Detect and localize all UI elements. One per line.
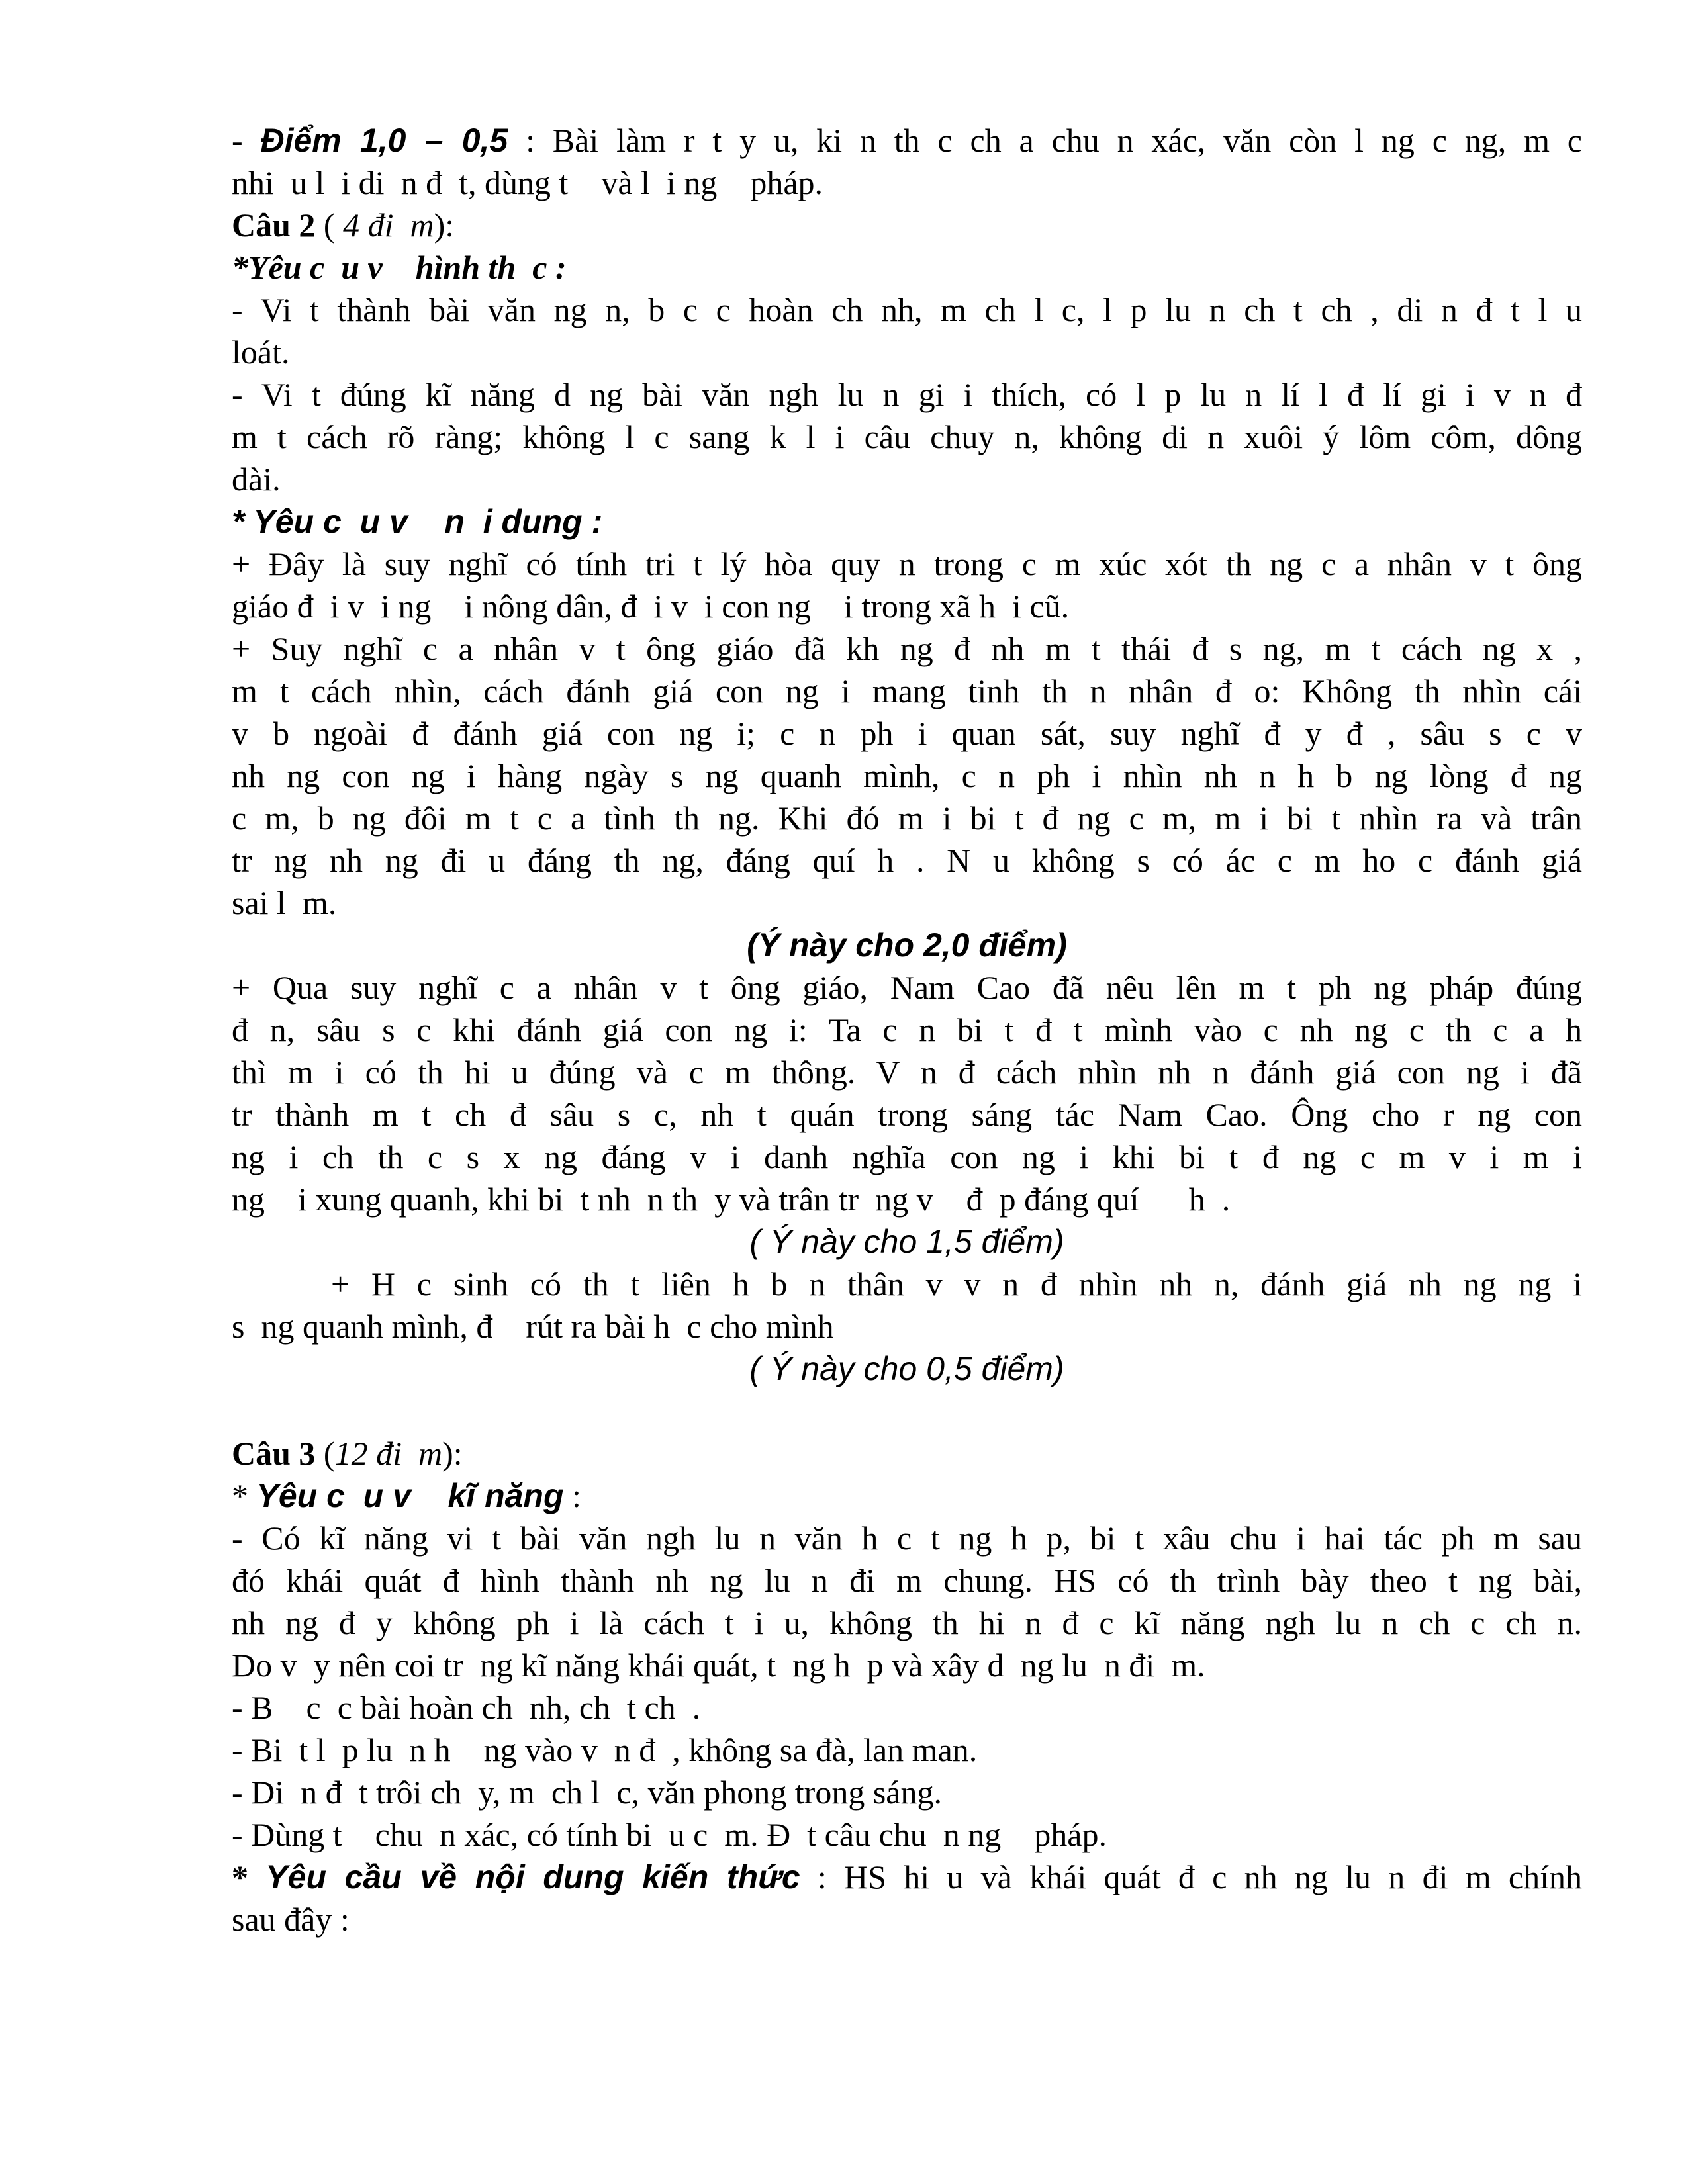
- text-run: đó khái quát đ hình thành nh ng lu n đi m chung. HS có th trình bày theo t ng bài,: [232, 1562, 1582, 1599]
- text-run: dài.: [232, 461, 281, 498]
- text-line: [232, 966, 1582, 1009]
- text-run: - Có kĩ năng vi t bài văn ngh lu n văn h c t ng h p, bi t xâu chu i hai tác ph m sau: [232, 1520, 1582, 1557]
- text-line: [232, 1856, 1582, 1898]
- text-line: [232, 1644, 1582, 1686]
- text-run: sau đây :: [232, 1901, 350, 1938]
- text-run: + H c sinh có th t liên h b n thân v v n đ nhìn nh n, đánh giá nh ng ng i: [331, 1265, 1582, 1302]
- text-run: Do v y nên coi tr ng kĩ năng khái quát, t ng h p và xây d ng lu n đi m.: [232, 1647, 1205, 1684]
- text-run: - Bi t l p lu n h ng vào v n đ , không sa đà, lan man.: [232, 1731, 978, 1768]
- text-line: [232, 289, 1582, 331]
- text-run: nhi u l i di n đ t, dùng t và l i ng pháp.: [232, 164, 823, 201]
- text-line: [232, 331, 1582, 373]
- text-run: : HS hi u và khái quát đ c nh ng lu n đi m chính: [800, 1858, 1582, 1895]
- text-run: (: [315, 1435, 335, 1472]
- text-run: s ng quanh mình, đ rút ra bài h c cho mình: [232, 1308, 834, 1345]
- text-run: *: [232, 1858, 266, 1895]
- text-run: giáo đ i v i ng i nông dân, đ i v i con ng i trong xã h i cũ.: [232, 588, 1070, 625]
- text-run: loát.: [232, 334, 290, 371]
- text-line: [232, 1813, 1582, 1856]
- text-line: [232, 1432, 1582, 1475]
- text-run: nh ng con ng i hàng ngày s ng quanh mình, c n ph i nhìn nh n h b ng lòng đ ng: [232, 757, 1582, 794]
- text-run: tr ng nh ng đi u đáng th ng, đáng quí h . N u không s có ác c m ho c đánh giá: [232, 842, 1582, 879]
- text-line: [232, 1305, 1582, 1347]
- text-line: [232, 797, 1582, 839]
- text-line: [232, 1136, 1582, 1178]
- text-run: (: [315, 206, 344, 244]
- text-line: [232, 1051, 1582, 1093]
- text-line: [232, 712, 1582, 754]
- text-run: Yêu c u v kĩ năng: [256, 1477, 564, 1514]
- text-run: Yêu cầu về nội dung kiến thức: [265, 1858, 800, 1895]
- text-run: - B c c bài hoàn ch nh, ch t ch .: [232, 1689, 701, 1726]
- text-run: + Suy nghĩ c a nhân v t ông giáo đã kh ng đ nh m t thái đ s ng, m t cách ng x ,: [232, 630, 1582, 667]
- text-run: ):: [442, 1435, 463, 1472]
- text-line: [232, 246, 1582, 289]
- text-run: ):: [434, 206, 455, 244]
- text-line: [232, 1771, 1582, 1813]
- text-run: thì m i có th hi u đúng và c m thông. V n đ cách nhìn nh n đánh giá con ng i đã: [232, 1054, 1582, 1091]
- text-run: ng i xung quanh, khi bi t nh n th y và trân tr ng v đ p đáng quí h .: [232, 1181, 1231, 1218]
- text-line: [232, 1729, 1582, 1771]
- text-run: :: [563, 1477, 581, 1514]
- text-line: [232, 161, 1582, 204]
- text-line: [232, 416, 1582, 458]
- text-line: [232, 924, 1582, 966]
- text-line: [232, 1093, 1582, 1136]
- text-run: ng i ch th c s x ng đáng v i danh nghĩa con ng i khi bi t đ ng c m v i m i: [232, 1138, 1582, 1175]
- text-line: [232, 585, 1582, 627]
- text-run: sai l m.: [232, 884, 337, 921]
- text-run: Câu 2: [232, 206, 316, 244]
- text-run: - Dùng t chu n xác, có tính bi u c m. Đ t câu chu n ng pháp.: [232, 1816, 1107, 1853]
- text-line: [232, 1602, 1582, 1644]
- text-run: *: [232, 1477, 257, 1514]
- text-line: [232, 458, 1582, 500]
- text-run: Điểm 1,0 – 0,5: [260, 122, 508, 159]
- text-line: [232, 839, 1582, 882]
- text-line: [232, 1559, 1582, 1602]
- text-line: [232, 1898, 1582, 1940]
- text-run: Câu 3: [232, 1435, 316, 1472]
- text-run: m t cách nhìn, cách đánh giá con ng i mang tinh th n nhân đ o: Không th nhìn cái: [232, 672, 1582, 709]
- text-line: [232, 627, 1582, 670]
- text-run: c m, b ng đôi m t c a tình th ng. Khi đó m i bi t đ ng c m, m i bi t nhìn ra và trân: [232, 799, 1582, 837]
- text-line: [232, 1517, 1582, 1559]
- text-line: [232, 373, 1582, 416]
- text-line: [232, 1178, 1582, 1220]
- text-line: [232, 754, 1582, 797]
- text-run: đ n, sâu s c khi đánh giá con ng i: Ta c n bi t đ t mình vào c nh ng c th c a h: [232, 1011, 1582, 1048]
- text-run: 12 đi m: [334, 1435, 443, 1472]
- text-line: [232, 1263, 1582, 1305]
- text-run: v b ngoài đ đánh giá con ng i; c n ph i quan sát, suy nghĩ đ y đ , sâu s c v: [232, 715, 1582, 752]
- text-line: [232, 500, 1582, 543]
- text-run: tr thành m t ch đ sâu s c, nh t quán trong sáng tác Nam Cao. Ông cho r ng con: [232, 1096, 1582, 1133]
- text-line: [232, 1009, 1582, 1051]
- text-run: - Vi t thành bài văn ng n, b c c hoàn ch nh, m ch l c, l p lu n ch t ch , di n đ t l u: [232, 291, 1582, 328]
- text-line: [232, 882, 1582, 924]
- text-line: [232, 1220, 1582, 1263]
- document-page: [232, 119, 1582, 1940]
- text-run: + Qua suy nghĩ c a nhân v t ông giáo, Nam Cao đã nêu lên m t ph ng pháp đúng: [232, 969, 1582, 1006]
- text-line: [232, 1347, 1582, 1390]
- text-line: [232, 1475, 1582, 1517]
- text-run: *Yêu c u v hình th c :: [232, 249, 567, 286]
- text-line: [232, 543, 1582, 585]
- text-run: : Bài làm r t y u, ki n th c ch a chu n xác, văn còn l ng c ng, m c: [508, 122, 1582, 159]
- text-run: ( Ý này cho 0,5 điểm): [749, 1350, 1064, 1387]
- text-run: nh ng đ y không ph i là cách t i u, không th hi n đ c kĩ năng ngh lu n ch c ch n.: [232, 1604, 1582, 1641]
- text-run: -: [232, 122, 261, 159]
- text-run: m t cách rõ ràng; không l c sang k l i câu chuy n, không di n xuôi ý lôm côm, dông: [232, 418, 1582, 455]
- text-line: [232, 1686, 1582, 1729]
- text-run: 4 đi m: [343, 206, 434, 244]
- text-run: - Di n đ t trôi ch y, m ch l c, văn phong trong sáng.: [232, 1774, 942, 1811]
- text-run: (Ý này cho 2,0 điểm): [747, 927, 1067, 964]
- text-run: ( Ý này cho 1,5 điểm): [749, 1223, 1064, 1260]
- text-run: + Đây là suy nghĩ có tính tri t lý hòa quy n trong c m xúc xót th ng c a nhân v t ông: [232, 545, 1582, 582]
- text-line: [232, 204, 1582, 246]
- text-run: * Yêu c u v n i dung :: [232, 503, 603, 540]
- text-line: [232, 119, 1582, 161]
- text-run: - Vi t đúng kĩ năng d ng bài văn ngh lu n gi i thích, có l p lu n lí l đ lí gi i v n đ: [232, 376, 1582, 413]
- text-line: [232, 670, 1582, 712]
- blank-line: [232, 1390, 1582, 1432]
